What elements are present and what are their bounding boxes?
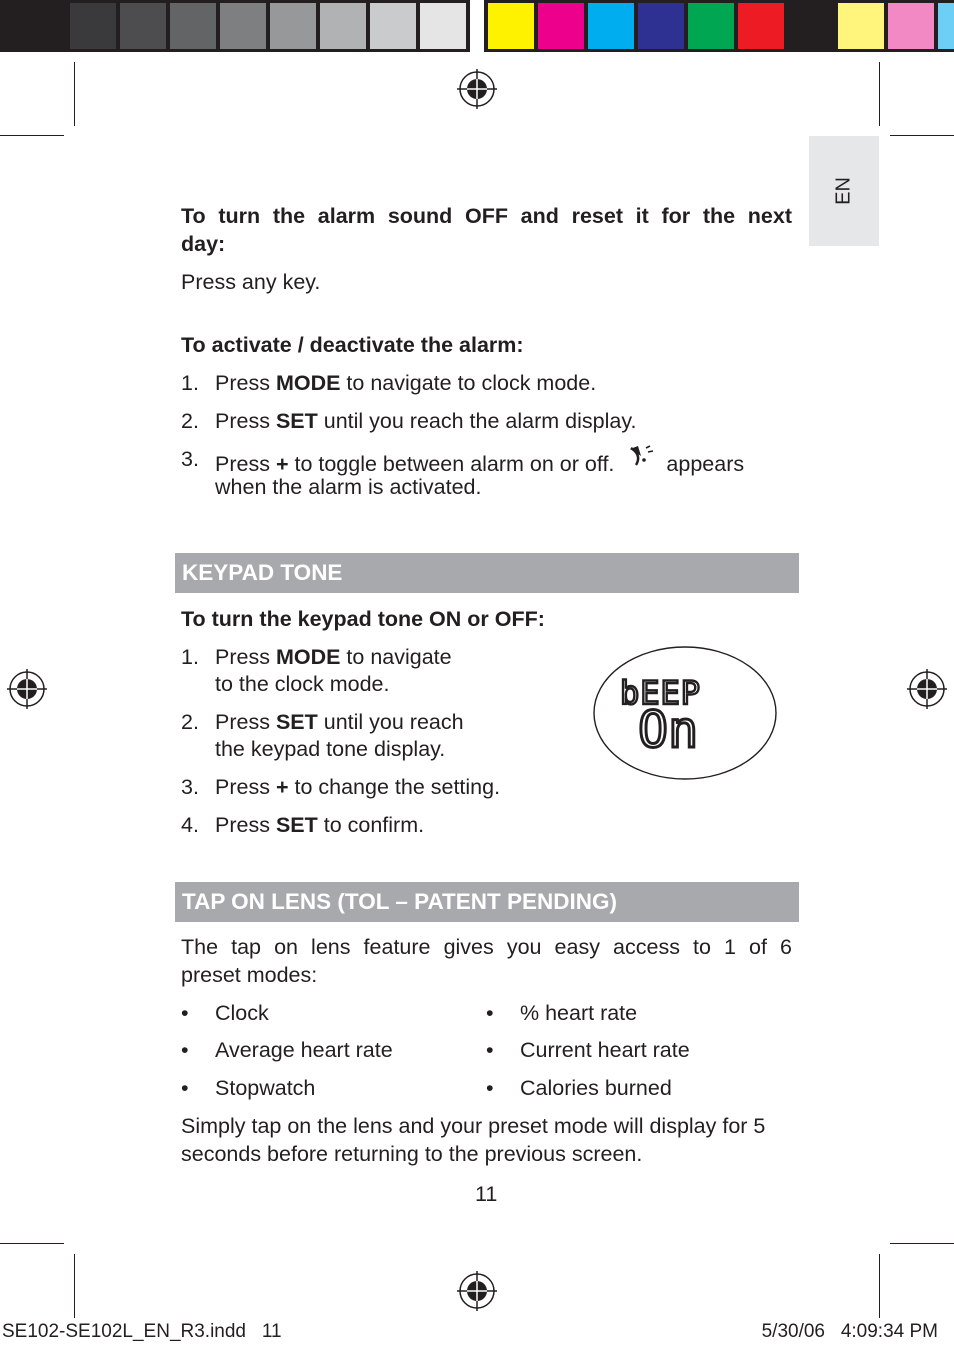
step-text (215, 369, 596, 397)
key-name: SET (275, 409, 318, 433)
step-prefix: Press (215, 813, 276, 837)
step-prefix: Press (215, 452, 276, 476)
step-number: 2. (181, 710, 199, 734)
alarm-off-heading-line2: day: (181, 232, 226, 256)
crop-mark (879, 62, 880, 126)
mode-label: % heart rate (520, 1001, 638, 1025)
process-color-swatch (938, 3, 954, 49)
gray-swatch (120, 3, 166, 49)
bullet-icon: • (486, 1038, 494, 1062)
keypad-heading: To turn the keypad tone ON or OFF: (181, 607, 545, 631)
process-color-swatch (688, 3, 734, 49)
process-color-swatch (588, 3, 634, 49)
step-text (215, 708, 464, 736)
key-name: + (275, 775, 289, 799)
language-label: EN (832, 177, 855, 205)
page-number: 11 (475, 1182, 498, 1206)
step-number: 1. (181, 371, 199, 395)
gray-swatch (170, 3, 216, 49)
process-color-swatch (838, 3, 884, 49)
registration-mark-icon (457, 69, 497, 109)
step-number: 1. (181, 645, 199, 669)
process-color-swatch (488, 3, 534, 49)
step-suffix-continued: appears (666, 452, 745, 476)
tol-outro-line1: Simply tap on the lens and your preset mode will display for 5 (181, 1114, 766, 1138)
step-suffix: to change the setting. (288, 775, 501, 799)
crop-mark (74, 1254, 75, 1318)
registration-mark-icon (7, 669, 47, 709)
step-suffix: until you reach the alarm display. (317, 409, 637, 433)
step-suffix: until you reach (317, 710, 464, 734)
key-name: MODE (275, 371, 341, 395)
step-prefix: Press (215, 409, 276, 433)
registration-mark-icon (457, 1271, 497, 1311)
crop-mark (890, 135, 954, 136)
key-name: SET (275, 710, 318, 734)
process-color-swatch (538, 3, 584, 49)
mode-label: Stopwatch (215, 1076, 316, 1100)
display-bottom-text: On (638, 701, 699, 759)
step-text-line2: the keypad tone display. (215, 737, 446, 761)
watch-display-illustration (592, 644, 782, 782)
tol-intro-line2: preset modes: (181, 963, 318, 987)
section-title: TAP ON LENS (TOL – PATENT PENDING) (182, 889, 618, 914)
process-color-swatch (788, 3, 834, 49)
step-number: 3. (181, 775, 199, 799)
language-tab (809, 136, 879, 246)
key-name: + (275, 452, 289, 476)
gray-swatch (20, 3, 66, 49)
section-title: KEYPAD TONE (182, 560, 343, 585)
footer-timestamp: 5/30/06 4:09:34 PM (761, 1321, 938, 1342)
gray-swatch (320, 3, 366, 49)
bullet-icon: • (181, 1076, 189, 1100)
process-color-swatch (888, 3, 934, 49)
process-color-swatch (638, 3, 684, 49)
step-suffix: to navigate to clock mode. (340, 371, 597, 395)
step-text (215, 407, 636, 435)
bullet-icon: • (181, 1001, 189, 1025)
mode-label: Current heart rate (520, 1038, 690, 1062)
section-header-tap-on-lens (175, 882, 799, 922)
step-prefix: Press (215, 775, 276, 799)
alarm-off-body: Press any key. (181, 270, 321, 294)
mode-label: Average heart rate (215, 1038, 393, 1062)
step-number: 4. (181, 813, 199, 837)
step-number: 3. (181, 447, 199, 471)
crop-mark (74, 62, 75, 126)
crop-mark (0, 135, 64, 136)
step-text-line2: when the alarm is activated. (215, 475, 482, 499)
step-suffix: to confirm. (317, 813, 425, 837)
step-text (215, 643, 452, 671)
step-text (215, 811, 424, 839)
alarm-activate-heading: To activate / deactivate the alarm: (181, 333, 524, 357)
footer-file-name: SE102-SE102L_EN_R3.indd 11 (2, 1321, 282, 1342)
section-header-keypad-tone (175, 553, 799, 593)
gray-swatch (370, 3, 416, 49)
process-color-swatch (738, 3, 784, 49)
bullet-icon: • (486, 1001, 494, 1025)
key-name: MODE (275, 645, 341, 669)
gray-swatch (70, 3, 116, 49)
key-name: SET (275, 813, 318, 837)
gray-swatch (220, 3, 266, 49)
step-text (215, 773, 500, 801)
bullet-icon: • (181, 1038, 189, 1062)
bullet-icon: • (486, 1076, 494, 1100)
tol-intro-line1: The tap on lens feature gives you easy access to 1 of 6 (181, 935, 792, 959)
step-prefix: Press (215, 645, 276, 669)
display-top-text: bEEP (620, 674, 702, 712)
mode-label: Calories burned (520, 1076, 672, 1100)
alarm-off-heading-line1: To turn the alarm sound OFF and reset it for the next (181, 204, 792, 228)
tol-outro-line2: seconds before returning to the previous screen. (181, 1142, 643, 1166)
alarm-bell-icon (628, 445, 654, 469)
step-text-line2: to the clock mode. (215, 672, 390, 696)
mode-label: Clock (215, 1001, 269, 1025)
step-number: 2. (181, 409, 199, 433)
step-prefix: Press (215, 710, 276, 734)
crop-mark (0, 1243, 64, 1244)
step-prefix: Press (215, 371, 276, 395)
crop-mark (890, 1243, 954, 1244)
registration-mark-icon (907, 669, 947, 709)
step-suffix: to navigate (340, 645, 452, 669)
gray-swatch (270, 3, 316, 49)
step-suffix: to toggle between alarm on or off. (288, 452, 615, 476)
crop-mark (879, 1254, 880, 1318)
gray-swatch (420, 3, 466, 49)
